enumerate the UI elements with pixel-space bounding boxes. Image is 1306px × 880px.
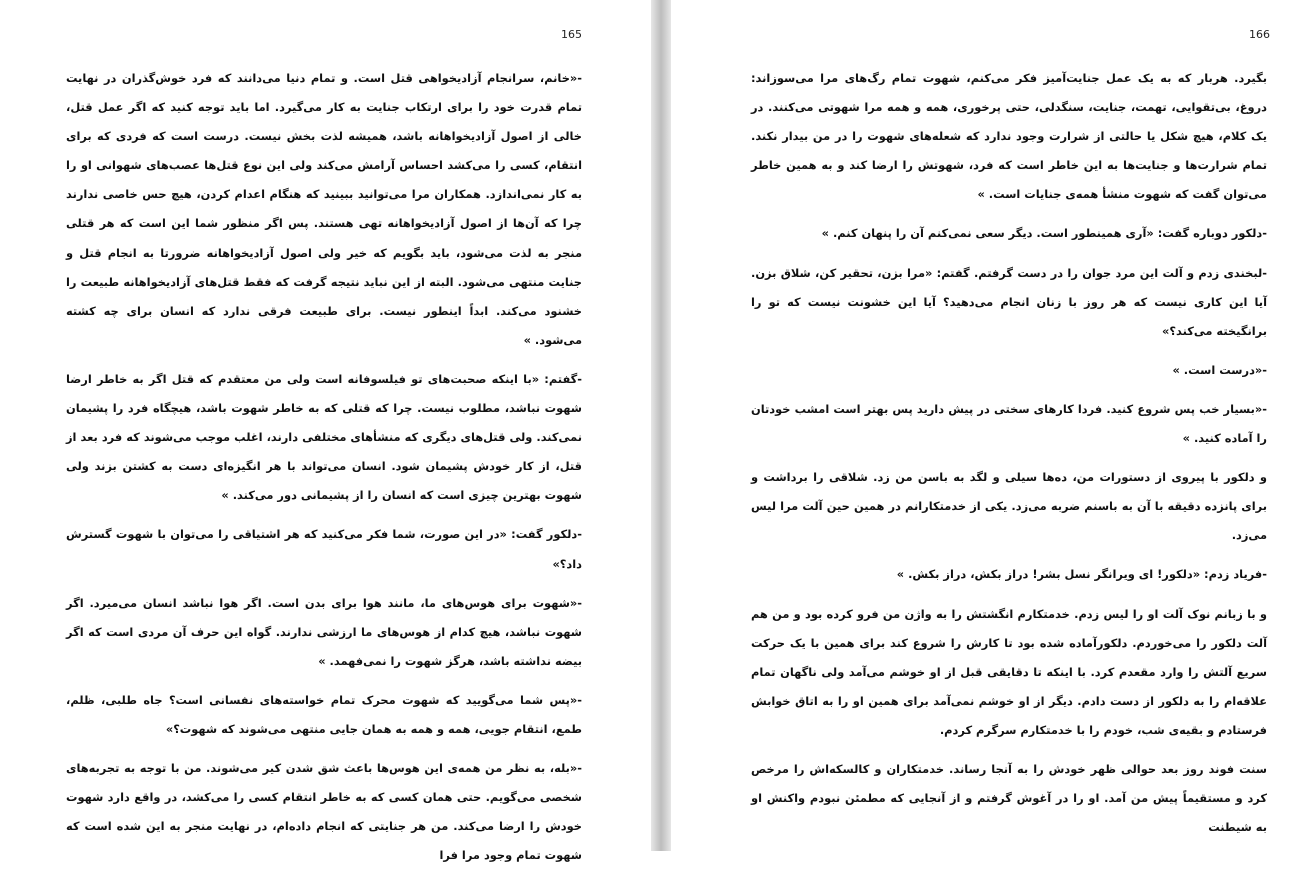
left-page-text — [66, 64, 582, 880]
paragraph: -«بسیار خب پس شروع کنید. فردا کارهای سختی در پیش دارید پس بهتر است امشب خودتان را آماده کنید. » — [751, 401, 1267, 446]
page-gutter — [651, 0, 671, 851]
paragraph: -دلکور گفت: «در این صورت، شما فکر می‌کنید که هر اشتیاقی را می‌توان با شهوت گسترش داد؟» — [66, 527, 582, 571]
paragraph: -گفتم: «با اینکه صحبت‌های تو فیلسوفانه است ولی من معتقدم که قتل اگر به خاطر ارضا شهوت نباشد، مطلوب نیست. چرا که قتلی که به خاطر شهوت باشد، هیچگاه فرد را پشیمان نمی‌کند. ولی قتل‌های دیگری که منشأهای مختلفی دارند، اغلب موجب می‌شوند که فرد بعد از قتل، از کار خودش پشیمان شود. انسان می‌تواند با هر انگیزه‌ای دست به کشتن بزند ولی شهوت بهترین چیزی است که انسان را از پشیمانی دور می‌کند. » — [66, 371, 582, 503]
paragraph: -«پس شما می‌گویید که شهوت محرک تمام خواسته‌های نفسانی است؟ جاه طلبی، ظلم، طمع، انتقام جویی، همه و همه به همان جایی منتهی می‌شوند که شهوت؟» — [66, 692, 582, 736]
paragraph: -دلکور دوباره گفت: «آری همینطور است. دیگر سعی نمی‌کنم آن را پنهان کنم. » — [821, 226, 1267, 241]
page-number-left: 165 — [561, 28, 582, 41]
paragraph: -«درست است. » — [1172, 362, 1267, 377]
paragraph: -«شهوت برای هوس‌های ما، مانند هوا برای بدن است. اگر هوا نباشد انسان می‌میرد. اگر شهوت نباشد، هیچ کدام از هوس‌های ما ارزشی ندارند. گواه این حرف آن مردی است که اگر بیضه نداشته باشد، هرگز شهوت را نمی‌فهمد. » — [66, 595, 582, 668]
paragraph: -«خانم، سرانجام آزادیخواهی قتل است. و تمام دنیا می‌دانند که فرد خوش‌گذران در نهایت تمام قدرت خود را برای ارتکاب جنایت به کار می‌گیرد. اما باید توجه کنید که اگر عمل قتل، خالی از اصول آزادیخواهانه باشد، همیشه لذت بخش نیست. درست است که فردی که برای انتقام، کسی را می‌کشد احساس آرامش می‌کند ولی این نوع قتل‌ها عصب‌های شهوانی او را به کار نمی‌اندازد. همکاران مرا می‌توانید ببینید که هنگام اعدام کردن، هیچ حس خاصی ندارند چرا که آن‌ها از اصول آزادیخواهانه تهی هستند. پس اگر منظور شما این است که هر قتلی منجر به لذت می‌شود، باید بگویم که خیر ولی اصول آزادیخواهانه ضرورتا به انجام قتل و جنایت منتهی می‌شود. البته از این نباید نتیجه گرفت که فقط قتل‌های آزادیخواهانه طبیعت را خشنود می‌کند. ابداً اینطور نیست. برای طبیعت فرقی ندارد که انسان برای چه کشته می‌شود. » — [66, 71, 582, 347]
paragraph: -لبخندی زدم و آلت این مرد جوان را در دست گرفتم. گفتم: «مرا بزن، تحقیر کن، شلاق بزن. آیا این کاری نیست که هر روز با زنان انجام می‌دهید؟ آیا این خشونت نیست که تو را برانگیخته می‌کند؟» — [751, 265, 1267, 338]
paragraph: بگیرد. هربار که به یک عمل جنایت‌آمیز فکر می‌کنم، شهوت تمام رگ‌های مرا می‌سوزاند: دروغ، بی‌تقوایی، تهمت، جنایت، سنگدلی، حتی پرخوری، همه و همه مرا شهوتی می‌کنند. در یک کلام، هیچ شکل یا حالتی از شرارت وجود ندارد که شعله‌های شهوت را در من بیدار نکند. تمام شرارت‌ها و جنایت‌ها به این خاطر است که فرد، شهوتش را ارضا کند و به همین خاطر می‌توان گفت که شهوت منشأ همه‌ی جنایات است. » — [751, 71, 1267, 202]
paragraph: -فریاد زدم: «دلکور! ای ویرانگر نسل بشر! دراز بکش، دراز بکش. » — [896, 567, 1267, 582]
paragraph: و دلکور با پیروی از دستورات من، ده‌ها سیلی و لگد به باسن من زد. شلاقی را برداشت و برای پانزده دقیقه با آن به باسنم ضربه می‌زد. یکی از خدمتکارانم در همین حین آلت مرا لیس می‌زد. — [751, 470, 1267, 543]
paragraph: و با زبانم نوک آلت او را لیس زدم. خدمتکارم انگشتش را به واژن من فرو کرده بود و من هم آلت دلکور را می‌خوردم. دلکورآماده شده بود تا کارش را شروع کند برای همین با یک حرکت سریع آلتش را وارد مقعدم کرد. با اینکه تا دقایقی قبل از او خوشم می‌آمد ولی ناگهان تمام علاقه‌ام را به دلکور از دست دادم. دیگر از او خوشم نمی‌آمد برای همین او را به اتاق خوابش فرستادم و بقیه‌ی شب، خودم را با خدمتکارم سرگرم کردم. — [751, 606, 1267, 737]
paragraph: سنت فوند روز بعد حوالی ظهر خودش را به آنجا رساند. خدمتکاران و کالسکه‌اش را مرخص کرد و مستقیماً پیش من آمد. او را در آغوش گرفتم و از آنجایی که مطمئن نبودم واکنش او به شیطنت — [751, 761, 1267, 835]
right-page — [671, 0, 1306, 851]
left-page — [0, 0, 651, 863]
page-number-right: 166 — [1249, 28, 1270, 41]
right-page-text — [751, 64, 1267, 852]
paragraph: -«بله، به نظر من همه‌ی این هوس‌ها باعث شق شدن کیر می‌شوند. من با توجه به تجربه‌های شخصی می‌گویم. حتی همان کسی که به خاطر انتقام کسی را می‌کشد، در واقع دارد شهوت خودش را ارضا می‌کند. من هر جنایتی که انجام داده‌ام، در نهایت منجر به این شده است که شهوت تمام وجود مرا فرا — [66, 761, 582, 863]
